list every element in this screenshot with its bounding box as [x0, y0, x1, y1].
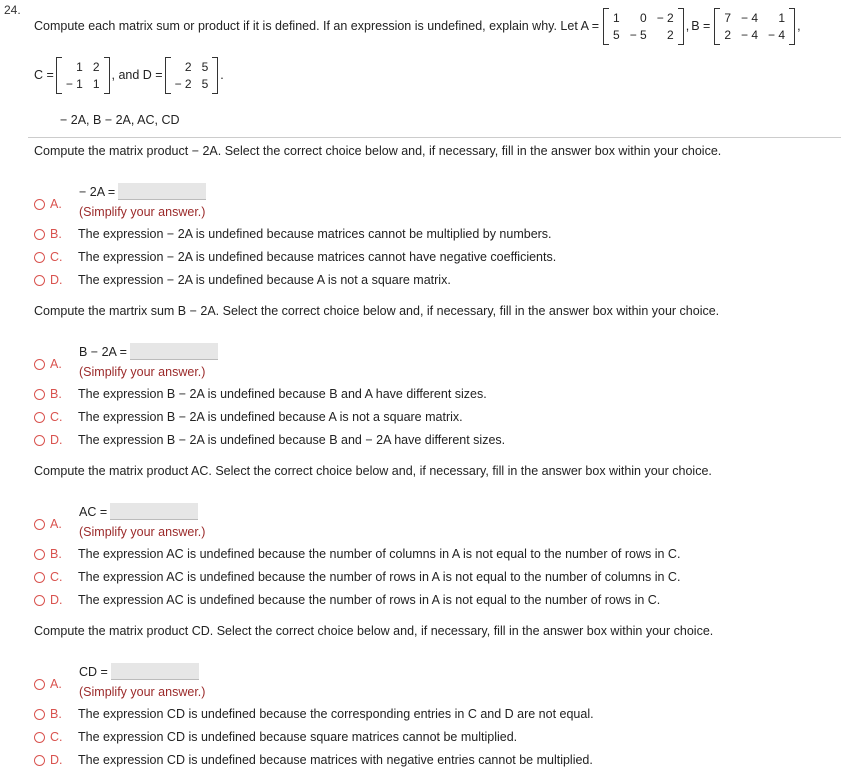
option-letter: D.: [50, 433, 63, 447]
expressions-list: − 2A, B − 2A, AC, CD: [60, 113, 180, 127]
matrix-cell: 1: [92, 76, 100, 91]
option-text: The expression − 2A is undefined because matrices cannot have negative coefficients.: [78, 250, 557, 264]
option-a[interactable]: [34, 178, 834, 218]
matrix-b-label: B =: [691, 19, 711, 33]
answer-input[interactable]: [111, 663, 199, 680]
answer-input[interactable]: [130, 343, 218, 360]
option-text: The expression B − 2A is undefined because B and A have different sizes.: [78, 387, 487, 401]
prompt-text: Compute each matrix sum or product if it is defined. If an expression is undefined, explain why. Let A =: [34, 19, 600, 33]
matrix-cell: − 4: [741, 10, 759, 25]
option-letter: B.: [50, 547, 62, 561]
radio-icon[interactable]: [34, 199, 45, 210]
matrix-definitions: [34, 52, 224, 98]
option-letter: B.: [50, 707, 62, 721]
option-c[interactable]: [34, 408, 463, 426]
radio-icon[interactable]: [34, 389, 45, 400]
matrix-c-label: C =: [34, 68, 54, 82]
radio-icon[interactable]: [34, 435, 45, 446]
matrix-cell: − 2: [174, 76, 192, 91]
simplify-hint: (Simplify your answer.): [79, 365, 206, 379]
matrix-cell: − 4: [768, 27, 786, 42]
option-text: The expression CD is undefined because matrices with negative entries cannot be multiplied.: [78, 753, 593, 767]
matrix-cell: 1: [778, 10, 786, 25]
option-letter: D.: [50, 273, 63, 287]
option-text: The expression AC is undefined because the number of columns in A is not equal to the number of rows in C.: [78, 547, 681, 561]
option-b[interactable]: [34, 545, 680, 563]
option-letter: B.: [50, 227, 62, 241]
radio-icon[interactable]: [34, 595, 45, 606]
radio-icon[interactable]: [34, 229, 45, 240]
matrix-cell: 2: [667, 27, 674, 42]
matrix-cell: 2: [724, 27, 732, 42]
option-letter: D.: [50, 593, 63, 607]
option-b[interactable]: [34, 225, 552, 243]
question-number: 24.: [4, 3, 21, 17]
option-d[interactable]: [34, 271, 451, 289]
option-text: The expression CD is undefined because the corresponding entries in C and D are not equal.: [78, 707, 594, 721]
radio-icon[interactable]: [34, 412, 45, 423]
matrix-c: [56, 57, 110, 94]
option-letter: B.: [50, 387, 62, 401]
answer-label: B − 2A =: [79, 344, 127, 359]
radio-icon[interactable]: [34, 549, 45, 560]
option-text: The expression B − 2A is undefined because B and − 2A have different sizes.: [78, 433, 506, 447]
comma: ,: [685, 19, 690, 33]
option-text: The expression − 2A is undefined because A is not a square matrix.: [78, 273, 451, 287]
radio-icon[interactable]: [34, 359, 45, 370]
option-letter: A.: [50, 517, 62, 531]
matrix-cell: 1: [613, 10, 620, 25]
option-text: The expression AC is undefined because the number of rows in A is not equal to the number of columns in C.: [78, 570, 681, 584]
radio-icon[interactable]: [34, 732, 45, 743]
option-a[interactable]: [34, 658, 834, 698]
answer-label: AC =: [79, 504, 108, 519]
radio-icon[interactable]: [34, 679, 45, 690]
section-prompt: Compute the matrix product AC. Select the correct choice below and, if necessary, fill in the answer box within your choice.: [34, 464, 712, 478]
option-letter: A.: [50, 677, 62, 691]
radio-icon[interactable]: [34, 252, 45, 263]
option-letter: C.: [50, 570, 63, 584]
radio-icon[interactable]: [34, 755, 45, 766]
section-prompt: Compute the matrix product − 2A. Select the correct choice below and, if necessary, fill in the answer box within your choice.: [34, 144, 722, 158]
answer-label: − 2A =: [79, 184, 116, 199]
option-b[interactable]: [34, 705, 594, 723]
option-d[interactable]: [34, 591, 660, 609]
matrix-cell: 7: [724, 10, 732, 25]
comma: ,: [797, 19, 801, 33]
option-c[interactable]: [34, 568, 680, 586]
matrix-d: [165, 57, 219, 94]
matrix-cell: − 2: [656, 10, 674, 25]
matrix-cell: 0: [640, 10, 647, 25]
option-text: The expression AC is undefined because the number of rows in A is not equal to the number of rows in C.: [78, 593, 661, 607]
option-letter: C.: [50, 730, 63, 744]
answer-input[interactable]: [110, 503, 198, 520]
matrix-cell: − 4: [741, 27, 759, 42]
matrix-cell: − 1: [65, 76, 83, 91]
matrix-cell: 5: [613, 27, 620, 42]
matrix-cell: 5: [201, 59, 209, 74]
option-b[interactable]: [34, 385, 487, 403]
matrix-a: [603, 8, 684, 45]
radio-icon[interactable]: [34, 275, 45, 286]
matrix-cell: 5: [201, 76, 209, 91]
matrix-b: [714, 8, 795, 45]
answer-input[interactable]: [118, 183, 206, 200]
period: .: [220, 68, 224, 82]
option-letter: A.: [50, 197, 62, 211]
simplify-hint: (Simplify your answer.): [79, 685, 206, 699]
matrix-cell: 2: [92, 59, 100, 74]
option-a[interactable]: [34, 338, 834, 378]
option-c[interactable]: [34, 728, 517, 746]
simplify-hint: (Simplify your answer.): [79, 525, 206, 539]
matrix-cell: 2: [184, 59, 192, 74]
simplify-hint: (Simplify your answer.): [79, 205, 206, 219]
option-d[interactable]: [34, 751, 593, 769]
section-prompt: Compute the martrix sum B − 2A. Select the correct choice below and, if necessary, fill in the answer box within your choice.: [34, 304, 720, 318]
section-prompt: Compute the matrix product CD. Select the correct choice below and, if necessary, fill in the answer box within your choice.: [34, 624, 714, 638]
option-d[interactable]: [34, 431, 505, 449]
option-text: The expression B − 2A is undefined because A is not a square matrix.: [78, 410, 463, 424]
answer-label: CD =: [79, 664, 108, 679]
problem-statement: [34, 4, 803, 48]
matrix-cell: 1: [76, 59, 83, 74]
and-d-label: , and D =: [111, 68, 163, 82]
option-a[interactable]: [34, 498, 834, 538]
option-letter: C.: [50, 410, 63, 424]
option-letter: A.: [50, 357, 62, 371]
option-letter: C.: [50, 250, 63, 264]
matrix-cell: − 5: [629, 27, 647, 42]
option-letter: D.: [50, 753, 63, 767]
divider: [28, 137, 841, 138]
radio-icon[interactable]: [34, 709, 45, 720]
radio-icon[interactable]: [34, 572, 45, 583]
option-c[interactable]: [34, 248, 556, 266]
option-text: The expression − 2A is undefined because matrices cannot be multiplied by numbers.: [78, 227, 552, 241]
option-text: The expression CD is undefined because square matrices cannot be multiplied.: [78, 730, 518, 744]
radio-icon[interactable]: [34, 519, 45, 530]
